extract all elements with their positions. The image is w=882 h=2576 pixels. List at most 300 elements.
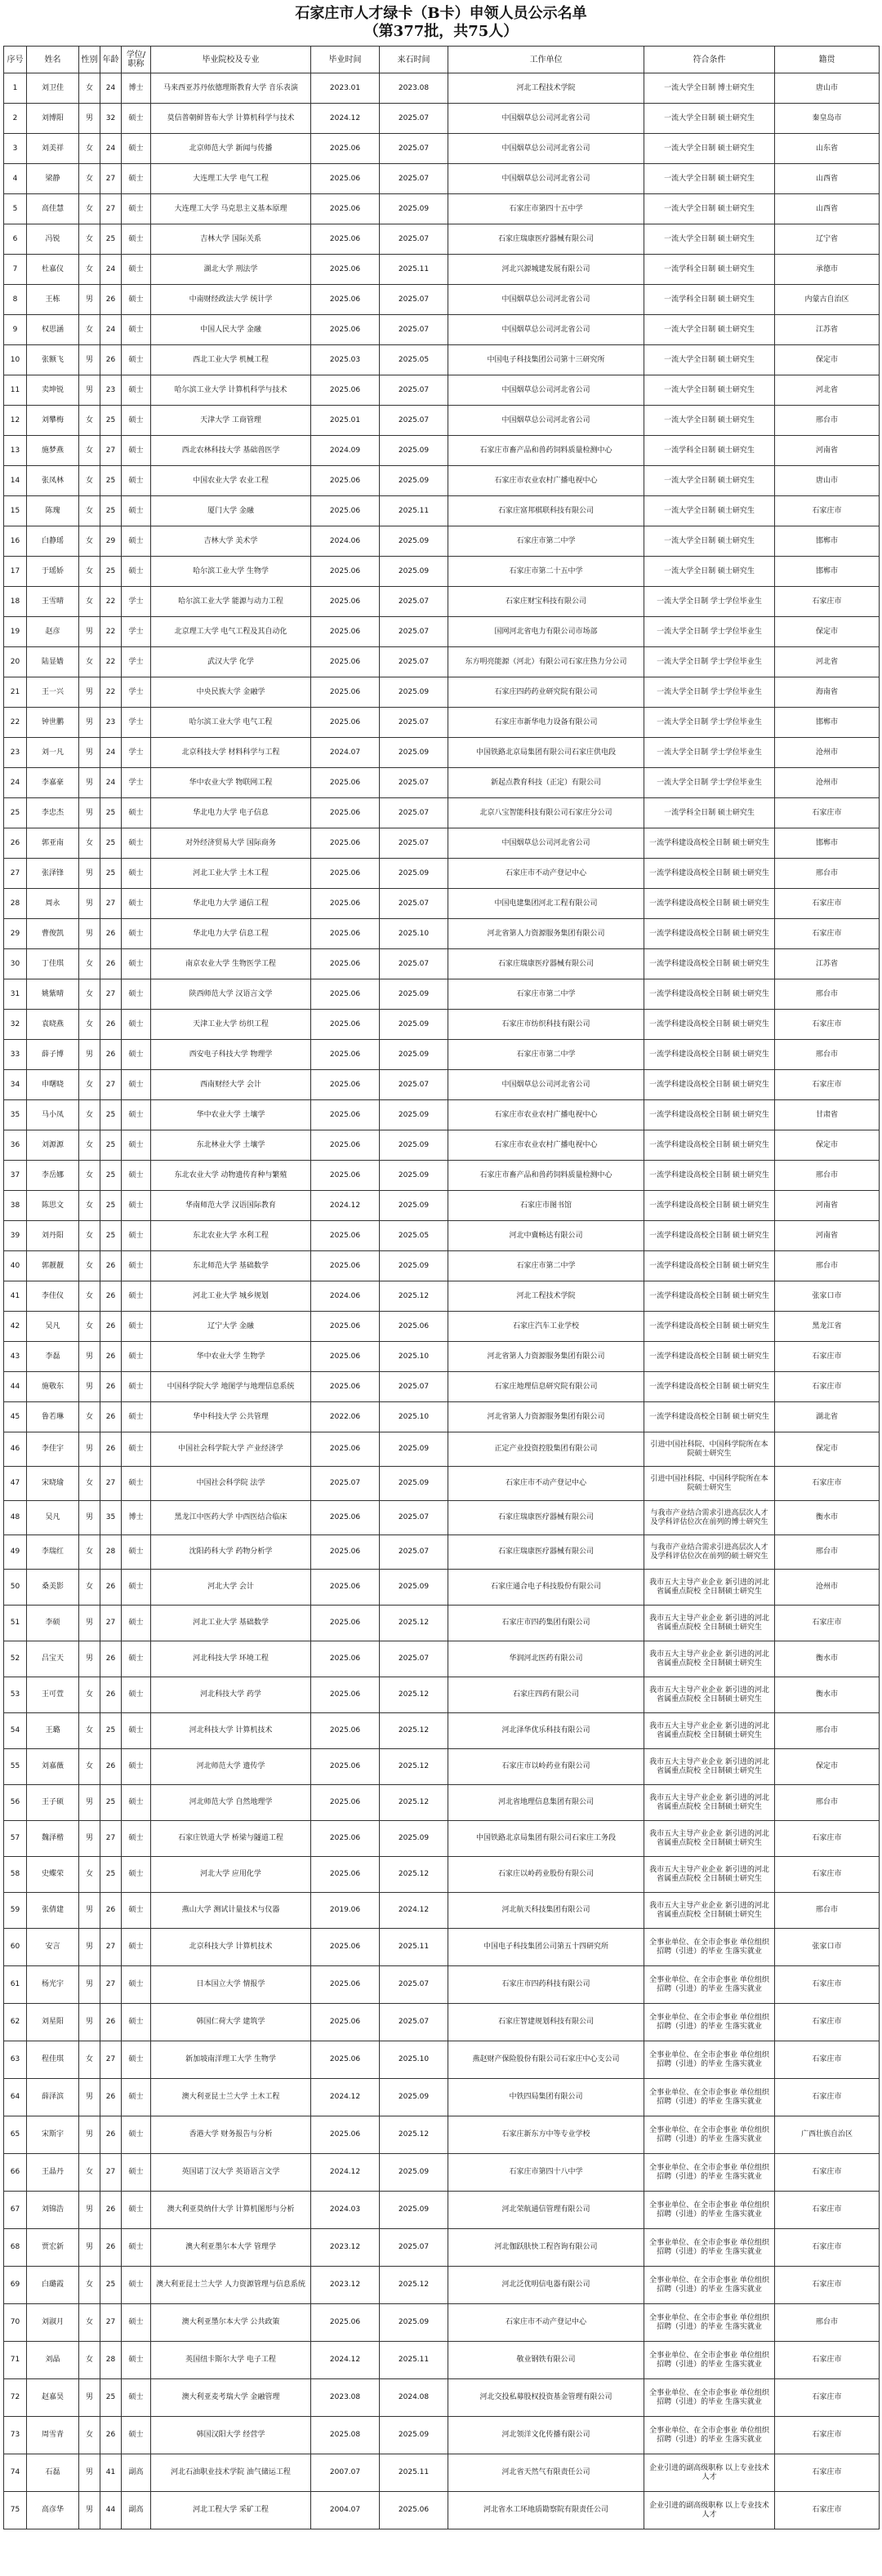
- cell-qualification: 一流大学全日制 硕士研究生: [644, 557, 775, 587]
- cell-name: 梁静: [27, 164, 79, 194]
- cell-index: 27: [4, 859, 27, 889]
- cell-qualification: 一流学科建设高校全日制 硕士研究生: [644, 1251, 775, 1281]
- cell-graduation-date: 2025.06: [311, 828, 380, 859]
- cell-degree: 硕士: [122, 345, 151, 375]
- cell-gender: 女: [79, 1191, 100, 1221]
- cell-index: 1: [4, 73, 27, 104]
- cell-qualification: 一流学科建设高校全日制 硕士研究生: [644, 1070, 775, 1100]
- table-row: [4, 1372, 880, 1402]
- cell-qualification: 一流大学全日制 学士学位毕业生: [644, 768, 775, 798]
- cell-arrival-date: 2025.09: [380, 1191, 448, 1221]
- cell-hometown: 衡水市: [775, 1501, 880, 1535]
- cell-school-major: 北京科技大学 计算机技术: [151, 1929, 311, 1966]
- cell-age: 25: [100, 1713, 122, 1749]
- cell-hometown: 河南省: [775, 436, 880, 466]
- cell-hometown: 石家庄市: [775, 2229, 880, 2267]
- table-row: [4, 859, 880, 889]
- cell-index: 63: [4, 2041, 27, 2079]
- cell-graduation-date: 2025.06: [311, 1535, 380, 1570]
- table-row: [4, 1161, 880, 1191]
- cell-index: 14: [4, 466, 27, 496]
- cell-gender: 女: [79, 1570, 100, 1606]
- cell-gender: 女: [79, 466, 100, 496]
- cell-index: 64: [4, 2079, 27, 2116]
- cell-school-major: 河北师范大学 自然地理学: [151, 1785, 311, 1821]
- cell-qualification: 一流学科建设高校全日制 硕士研究生: [644, 1191, 775, 1221]
- cell-hometown: 邢台市: [775, 1040, 880, 1070]
- cell-hometown: 石家庄市: [775, 1342, 880, 1372]
- cell-qualification: 一流学科全日制 硕士研究生: [644, 255, 775, 285]
- table-row: [4, 496, 880, 526]
- cell-graduation-date: 2025.06: [311, 375, 380, 406]
- cell-name: 申曙晓: [27, 1070, 79, 1100]
- table-row: [4, 1010, 880, 1040]
- cell-gender: 男: [79, 1432, 100, 1467]
- table-row: [4, 1606, 880, 1641]
- cell-degree: 硕士: [122, 1221, 151, 1251]
- table-row: [4, 828, 880, 859]
- cell-arrival-date: 2025.12: [380, 1677, 448, 1713]
- cell-hometown: 石家庄市: [775, 2342, 880, 2379]
- cell-graduation-date: 2025.06: [311, 557, 380, 587]
- applicant-table: [3, 46, 880, 2529]
- table-row: [4, 1893, 880, 1929]
- cell-age: 29: [100, 526, 122, 557]
- table-row: [4, 708, 880, 738]
- cell-age: 27: [100, 1606, 122, 1641]
- cell-qualification: 一流学科建设高校全日制 硕士研究生: [644, 1402, 775, 1432]
- cell-hometown: 邢台市: [775, 1713, 880, 1749]
- cell-name: 权思涵: [27, 315, 79, 345]
- cell-degree: 硕士: [122, 1191, 151, 1221]
- cell-hometown: 邢台市: [775, 1161, 880, 1191]
- cell-school-major: 沈阳药科大学 药物分析学: [151, 1535, 311, 1570]
- table-row: [4, 104, 880, 134]
- table-row: [4, 2004, 880, 2041]
- cell-gender: 男: [79, 2229, 100, 2267]
- table-row: [4, 1966, 880, 2004]
- cell-arrival-date: 2025.09: [380, 1251, 448, 1281]
- cell-employer: 石家庄四药有限公司: [448, 1677, 644, 1713]
- cell-name: 白静瑶: [27, 526, 79, 557]
- cell-degree: 硕士: [122, 2041, 151, 2079]
- cell-employer: 正定产业投资控股集团有限公司: [448, 1432, 644, 1467]
- cell-qualification: 全事业单位、在全市企事业 单位组织招聘（引进）的毕业 生落实就业: [644, 2267, 775, 2304]
- table-row: [4, 798, 880, 828]
- cell-index: 70: [4, 2304, 27, 2342]
- cell-graduation-date: 2025.06: [311, 1040, 380, 1070]
- cell-employer: 石家庄市图书馆: [448, 1191, 644, 1221]
- cell-arrival-date: 2025.09: [380, 2192, 448, 2229]
- table-row: [4, 526, 880, 557]
- cell-arrival-date: 2025.09: [380, 526, 448, 557]
- cell-gender: 女: [79, 557, 100, 587]
- cell-index: 45: [4, 1402, 27, 1432]
- table-row: [4, 1040, 880, 1070]
- cell-school-major: 中国社会科学院大学 产业经济学: [151, 1432, 311, 1467]
- cell-employer: 中国铁路北京局集团有限公司石家庄工务段: [448, 1821, 644, 1857]
- cell-qualification: 一流学科建设高校全日制 硕士研究生: [644, 1342, 775, 1372]
- cell-age: 24: [100, 134, 122, 164]
- cell-graduation-date: 2024.06: [311, 1281, 380, 1312]
- cell-arrival-date: 2025.09: [380, 859, 448, 889]
- cell-school-major: 陕西师范大学 汉语言文学: [151, 979, 311, 1010]
- cell-hometown: 石家庄市: [775, 1821, 880, 1857]
- cell-hometown: 江苏省: [775, 315, 880, 345]
- cell-arrival-date: 2025.09: [380, 1100, 448, 1130]
- cell-hometown: 广西壮族自治区: [775, 2116, 880, 2154]
- cell-qualification: 一流学科全日制 硕士研究生: [644, 436, 775, 466]
- cell-qualification: 一流学科建设高校全日制 硕士研究生: [644, 1010, 775, 1040]
- cell-gender: 女: [79, 2417, 100, 2454]
- cell-gender: 男: [79, 1821, 100, 1857]
- cell-hometown: 张家口市: [775, 1281, 880, 1312]
- cell-gender: 男: [79, 708, 100, 738]
- cell-qualification: 我市五大主导产业企业 新引进的河北省属重点院校 全日制硕士研究生: [644, 1677, 775, 1713]
- cell-employer: 石家庄瑞康医疗器械有限公司: [448, 224, 644, 255]
- cell-qualification: 我市五大主导产业企业 新引进的河北省属重点院校 全日制硕士研究生: [644, 1713, 775, 1749]
- table-row: [4, 1535, 880, 1570]
- cell-degree: 硕士: [122, 1312, 151, 1342]
- cell-age: 25: [100, 224, 122, 255]
- cell-degree: 硕士: [122, 1432, 151, 1467]
- cell-employer: 中国烟草总公司河北省公司: [448, 828, 644, 859]
- cell-qualification: 全事业单位、在全市企事业 单位组织招聘（引进）的毕业 生落实就业: [644, 2229, 775, 2267]
- cell-school-major: 哈尔滨工业大学 电气工程: [151, 708, 311, 738]
- cell-hometown: 石家庄市: [775, 2417, 880, 2454]
- cell-employer: 石家庄市以岭药业有限公司: [448, 1749, 644, 1785]
- cell-school-major: 吉林大学 美术学: [151, 526, 311, 557]
- cell-name: 白璐霞: [27, 2267, 79, 2304]
- cell-graduation-date: 2023.12: [311, 2267, 380, 2304]
- table-body: [4, 73, 880, 2529]
- cell-gender: 男: [79, 1372, 100, 1402]
- cell-degree: 硕士: [122, 2192, 151, 2229]
- cell-gender: 女: [79, 2304, 100, 2342]
- cell-arrival-date: 2025.07: [380, 1641, 448, 1677]
- cell-hometown: 黑龙江省: [775, 1312, 880, 1342]
- cell-index: 40: [4, 1251, 27, 1281]
- cell-degree: 硕士: [122, 315, 151, 345]
- table-row: [4, 1281, 880, 1312]
- table-row: [4, 979, 880, 1010]
- cell-age: 22: [100, 617, 122, 647]
- cell-graduation-date: 2025.06: [311, 496, 380, 526]
- cell-age: 26: [100, 1402, 122, 1432]
- cell-name: 杨光宇: [27, 1966, 79, 2004]
- cell-arrival-date: 2025.07: [380, 708, 448, 738]
- cell-age: 26: [100, 1677, 122, 1713]
- cell-index: 67: [4, 2192, 27, 2229]
- cell-school-major: 华中农业大学 土壤学: [151, 1100, 311, 1130]
- cell-degree: 硕士: [122, 164, 151, 194]
- cell-arrival-date: 2025.11: [380, 255, 448, 285]
- cell-school-major: 华北电力大学 电子信息: [151, 798, 311, 828]
- cell-hometown: 甘肃省: [775, 1100, 880, 1130]
- cell-name: 陈思文: [27, 1191, 79, 1221]
- cell-degree: 硕士: [122, 1070, 151, 1100]
- cell-graduation-date: 2025.06: [311, 587, 380, 617]
- cell-qualification: 我市五大主导产业企业 新引进的河北省属重点院校 全日制硕士研究生: [644, 1857, 775, 1893]
- table-row: [4, 1432, 880, 1467]
- cell-age: 26: [100, 1281, 122, 1312]
- cell-school-major: 西安电子科技大学 物理学: [151, 1040, 311, 1070]
- cell-employer: 石家庄市第二中学: [448, 979, 644, 1010]
- cell-qualification: 全事业单位、在全市企事业 单位组织招聘（引进）的毕业 生落实就业: [644, 2304, 775, 2342]
- cell-hometown: 山东省: [775, 134, 880, 164]
- cell-index: 58: [4, 1857, 27, 1893]
- cell-name: 刘丹阳: [27, 1221, 79, 1251]
- cell-age: 25: [100, 1221, 122, 1251]
- cell-employer: 中国烟草总公司河北省公司: [448, 285, 644, 315]
- cell-school-major: 对外经济贸易大学 国际商务: [151, 828, 311, 859]
- cell-gender: 女: [79, 1161, 100, 1191]
- cell-hometown: 秦皇岛市: [775, 104, 880, 134]
- table-row: [4, 2454, 880, 2492]
- table-row: [4, 2079, 880, 2116]
- cell-school-major: 天津大学 工商管理: [151, 406, 311, 436]
- cell-degree: 硕士: [122, 1251, 151, 1281]
- cell-graduation-date: 2025.06: [311, 466, 380, 496]
- cell-employer: 石家庄地理信息研究院有限公司: [448, 1372, 644, 1402]
- cell-name: 李磊: [27, 1342, 79, 1372]
- cell-degree: 硕士: [122, 2079, 151, 2116]
- cell-name: 陈瑰: [27, 496, 79, 526]
- cell-arrival-date: 2025.07: [380, 617, 448, 647]
- cell-index: 28: [4, 889, 27, 919]
- cell-degree: 硕士: [122, 526, 151, 557]
- cell-hometown: 邢台市: [775, 406, 880, 436]
- cell-index: 23: [4, 738, 27, 768]
- cell-name: 史蝶荣: [27, 1857, 79, 1893]
- cell-degree: 硕士: [122, 859, 151, 889]
- cell-index: 22: [4, 708, 27, 738]
- table-row: [4, 2417, 880, 2454]
- cell-arrival-date: 2025.12: [380, 2267, 448, 2304]
- cell-graduation-date: 2025.06: [311, 134, 380, 164]
- cell-arrival-date: 2025.09: [380, 677, 448, 708]
- cell-name: 姚紫晴: [27, 979, 79, 1010]
- cell-qualification: 一流学科建设高校全日制 硕士研究生: [644, 919, 775, 949]
- cell-age: 27: [100, 1929, 122, 1966]
- cell-employer: 石家庄汽车工业学校: [448, 1312, 644, 1342]
- cell-name: 周永: [27, 889, 79, 919]
- cell-degree: 硕士: [122, 2004, 151, 2041]
- cell-employer: 石家庄以岭药业股份有限公司: [448, 1857, 644, 1893]
- cell-school-major: 澳大利亚莫纳什大学 计算机图形与分析: [151, 2192, 311, 2229]
- cell-employer: 河北交投私募股权投资基金管理有限公司: [448, 2379, 644, 2417]
- cell-name: 王可萱: [27, 1677, 79, 1713]
- cell-graduation-date: 2025.06: [311, 1570, 380, 1606]
- cell-age: 25: [100, 1100, 122, 1130]
- cell-graduation-date: 2023.12: [311, 2229, 380, 2267]
- cell-index: 34: [4, 1070, 27, 1100]
- cell-graduation-date: 2025.06: [311, 1070, 380, 1100]
- cell-employer: 石家庄富邦棋联科技有限公司: [448, 496, 644, 526]
- cell-school-major: 北京师范大学 新闻与传播: [151, 134, 311, 164]
- cell-arrival-date: 2025.09: [380, 979, 448, 1010]
- cell-school-major: 河北师范大学 遗传学: [151, 1749, 311, 1785]
- table-row: [4, 224, 880, 255]
- cell-index: 73: [4, 2417, 27, 2454]
- cell-age: 25: [100, 1130, 122, 1161]
- cell-name: 吕宝天: [27, 1641, 79, 1677]
- table-row: [4, 677, 880, 708]
- cell-graduation-date: 2024.06: [311, 526, 380, 557]
- table-row: [4, 2116, 880, 2154]
- cell-index: 35: [4, 1100, 27, 1130]
- cell-hometown: 石家庄市: [775, 919, 880, 949]
- cell-arrival-date: 2025.12: [380, 1785, 448, 1821]
- table-row: [4, 1821, 880, 1857]
- cell-qualification: 一流大学全日制 硕士研究生: [644, 224, 775, 255]
- cell-name: 周雪青: [27, 2417, 79, 2454]
- cell-hometown: 石家庄市: [775, 1857, 880, 1893]
- cell-employer: 中国电建集团河北工程有限公司: [448, 889, 644, 919]
- cell-arrival-date: 2025.12: [380, 1281, 448, 1312]
- header-cell: 序号: [4, 47, 27, 73]
- cell-hometown: 沧州市: [775, 1570, 880, 1606]
- cell-qualification: 一流学科建设高校全日制 硕士研究生: [644, 859, 775, 889]
- cell-age: 27: [100, 1070, 122, 1100]
- cell-school-major: 哈尔滨工业大学 生物学: [151, 557, 311, 587]
- cell-name: 李硕: [27, 1606, 79, 1641]
- cell-school-major: 香港大学 财务报告与分析: [151, 2116, 311, 2154]
- cell-gender: 女: [79, 315, 100, 345]
- cell-school-major: 东北农业大学 水利工程: [151, 1221, 311, 1251]
- cell-employer: 河北泽华优乐科技有限公司: [448, 1713, 644, 1749]
- cell-age: 26: [100, 2079, 122, 2116]
- cell-hometown: 石家庄市: [775, 2379, 880, 2417]
- cell-school-major: 石家庄铁道大学 桥梁与隧道工程: [151, 1821, 311, 1857]
- cell-employer: 东方明亮能源（河北）有限公司石家庄热力分公司: [448, 647, 644, 677]
- cell-qualification: 一流大学全日制 硕士研究生: [644, 406, 775, 436]
- cell-school-major: 南京农业大学 生物医学工程: [151, 949, 311, 979]
- cell-school-major: 华南师范大学 汉语国际教育: [151, 1191, 311, 1221]
- header-cell: 符合条件: [644, 47, 775, 73]
- cell-arrival-date: 2025.09: [380, 1467, 448, 1501]
- cell-age: 26: [100, 1312, 122, 1342]
- cell-degree: 硕士: [122, 1966, 151, 2004]
- cell-graduation-date: 2025.06: [311, 1342, 380, 1372]
- cell-age: 26: [100, 1641, 122, 1677]
- cell-hometown: 邯郸市: [775, 828, 880, 859]
- cell-gender: 女: [79, 828, 100, 859]
- cell-gender: 男: [79, 1641, 100, 1677]
- cell-hometown: 湖北省: [775, 1402, 880, 1432]
- cell-gender: 男: [79, 617, 100, 647]
- cell-arrival-date: 2025.10: [380, 919, 448, 949]
- cell-arrival-date: 2025.06: [380, 2492, 448, 2529]
- cell-graduation-date: 2025.06: [311, 1641, 380, 1677]
- cell-hometown: 保定市: [775, 1130, 880, 1161]
- cell-school-major: 东北林业大学 土壤学: [151, 1130, 311, 1161]
- cell-employer: 石家庄智建规划科技有限公司: [448, 2004, 644, 2041]
- cell-name: 刘博阳: [27, 104, 79, 134]
- cell-qualification: 一流大学全日制 学士学位毕业生: [644, 677, 775, 708]
- cell-hometown: 石家庄市: [775, 2267, 880, 2304]
- cell-school-major: 西北工业大学 机械工程: [151, 345, 311, 375]
- cell-index: 57: [4, 1821, 27, 1857]
- cell-hometown: 海南省: [775, 677, 880, 708]
- cell-name: 刘源源: [27, 1130, 79, 1161]
- cell-degree: 硕士: [122, 1100, 151, 1130]
- cell-name: 刘锦浩: [27, 2192, 79, 2229]
- cell-arrival-date: 2025.11: [380, 2342, 448, 2379]
- cell-arrival-date: 2025.12: [380, 1749, 448, 1785]
- cell-degree: 硕士: [122, 1857, 151, 1893]
- cell-index: 55: [4, 1749, 27, 1785]
- cell-school-major: 中国人民大学 金融: [151, 315, 311, 345]
- cell-employer: 中国烟草总公司河北省公司: [448, 104, 644, 134]
- cell-arrival-date: 2025.07: [380, 1372, 448, 1402]
- cell-graduation-date: 2025.06: [311, 2116, 380, 2154]
- cell-employer: 河北省天然气有限责任公司: [448, 2454, 644, 2492]
- header-cell: 学位/职称: [122, 47, 151, 73]
- table-row: [4, 406, 880, 436]
- cell-name: 宋晓瑜: [27, 1467, 79, 1501]
- cell-hometown: 邢台市: [775, 1893, 880, 1929]
- cell-qualification: 企业引进的副高级职称 以上专业技术人才: [644, 2492, 775, 2529]
- cell-degree: 硕士: [122, 2342, 151, 2379]
- cell-graduation-date: 2025.06: [311, 1312, 380, 1342]
- cell-index: 69: [4, 2267, 27, 2304]
- cell-employer: 石家庄市不动产登记中心: [448, 2304, 644, 2342]
- cell-arrival-date: 2025.09: [380, 738, 448, 768]
- cell-arrival-date: 2025.09: [380, 466, 448, 496]
- cell-arrival-date: 2025.07: [380, 1966, 448, 2004]
- table-row: [4, 1501, 880, 1535]
- cell-graduation-date: 2024.12: [311, 1191, 380, 1221]
- cell-gender: 女: [79, 979, 100, 1010]
- cell-hometown: 石家庄市: [775, 2004, 880, 2041]
- cell-school-major: 武汉大学 化学: [151, 647, 311, 677]
- cell-employer: 中铁四局集团有限公司: [448, 2079, 644, 2116]
- cell-name: 赵嘉昊: [27, 2379, 79, 2417]
- cell-qualification: 一流大学全日制 硕士研究生: [644, 496, 775, 526]
- cell-name: 卖坤锐: [27, 375, 79, 406]
- cell-school-major: 日本国立大学 情报学: [151, 1966, 311, 2004]
- cell-arrival-date: 2025.07: [380, 587, 448, 617]
- cell-index: 52: [4, 1641, 27, 1677]
- cell-index: 33: [4, 1040, 27, 1070]
- cell-degree: 硕士: [122, 375, 151, 406]
- cell-qualification: 一流学科建设高校全日制 硕士研究生: [644, 979, 775, 1010]
- header-cell: 工作单位: [448, 47, 644, 73]
- cell-index: 59: [4, 1893, 27, 1929]
- cell-qualification: 一流学科建设高校全日制 硕士研究生: [644, 1221, 775, 1251]
- table-row: [4, 1677, 880, 1713]
- cell-name: 宋斯宇: [27, 2116, 79, 2154]
- cell-graduation-date: 2024.12: [311, 2079, 380, 2116]
- cell-name: 陆显嫱: [27, 647, 79, 677]
- cell-gender: 男: [79, 1606, 100, 1641]
- cell-school-major: 北京科技大学 材料科学与工程: [151, 738, 311, 768]
- cell-degree: 硕士: [122, 255, 151, 285]
- cell-school-major: 黑龙江中医药大学 中西医结合临床: [151, 1501, 311, 1535]
- cell-qualification: 一流学科建设高校全日制 硕士研究生: [644, 949, 775, 979]
- cell-hometown: 石家庄市: [775, 2041, 880, 2079]
- cell-employer: 河北省第人力资源服务集团有限公司: [448, 1402, 644, 1432]
- cell-age: 25: [100, 557, 122, 587]
- cell-name: 程佳琪: [27, 2041, 79, 2079]
- cell-graduation-date: 2025.06: [311, 1929, 380, 1966]
- cell-qualification: 一流大学全日制 硕士研究生: [644, 345, 775, 375]
- cell-gender: 女: [79, 2041, 100, 2079]
- cell-index: 16: [4, 526, 27, 557]
- cell-age: 26: [100, 1749, 122, 1785]
- cell-school-major: 英国纽卡斯尔大学 电子工程: [151, 2342, 311, 2379]
